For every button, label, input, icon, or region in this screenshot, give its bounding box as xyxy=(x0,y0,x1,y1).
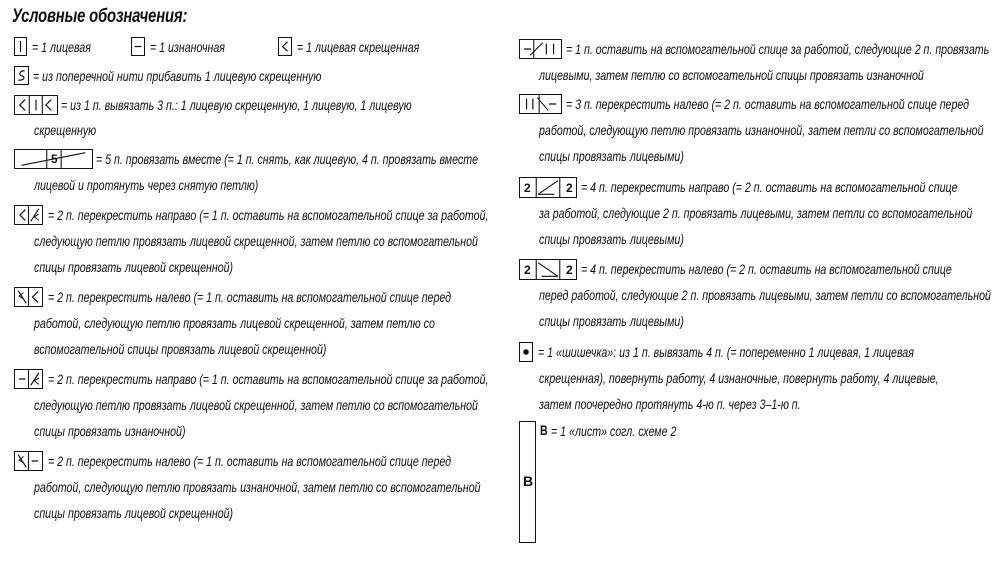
increase-symbol xyxy=(14,66,29,85)
cross-4-right-symbol xyxy=(519,177,577,198)
cross-4-left-symbol xyxy=(519,259,577,280)
cross-3-left-symbol xyxy=(519,94,562,114)
purl-text: = 1 изнаночная xyxy=(150,39,225,55)
cross-1-over-2-text-2: лицевыми, затем петлю со вспомогательной спицы провязать изнаночной xyxy=(539,67,924,83)
cross-1-over-2-symbol xyxy=(519,39,562,59)
cross-right-twisted-symbol xyxy=(14,205,43,225)
cross-4-right-digit-2: 2 xyxy=(566,181,573,195)
cross-4-right-text: = 4 п. перекрестить направо (= 2 п. оставить на вспомогательной спице xyxy=(581,179,958,195)
cross-right-purl-text: = 2 п. перекрестить направо (= 1 п. оставить на вспомогательной спице за работой, xyxy=(48,371,489,387)
cross-4-left-digit-2: 2 xyxy=(566,263,573,277)
twisted-knit-symbol xyxy=(278,37,292,56)
twisted-knit-text: = 1 лицевая скрещенная xyxy=(297,39,420,55)
three-from-one-text-cont: скрещенную xyxy=(34,122,97,138)
knit-symbol xyxy=(14,37,27,56)
cross-3-left-text-3: спицы провязать лицевыми) xyxy=(539,148,684,164)
cross-left-purl-symbol xyxy=(14,451,43,471)
bobble-text-3: затем поочередно протянуть 4-ю п. через 3–1-ю п. xyxy=(539,396,801,412)
cross-right-twisted-text-2: следующую петлю провязать лицевой скрещенной, затем петлю со вспомогательной xyxy=(34,233,478,249)
cross-left-purl-text: = 2 п. перекрестить налево (= 1 п. оставить на вспомогательной спице перед xyxy=(48,453,452,469)
bobble-text-2: скрещенная), повернуть работу, 4 изнаночные, повернуть работу, 4 лицевые, xyxy=(539,370,939,386)
cross-4-right-text-3: спицы провязать лицевыми) xyxy=(539,231,684,247)
purl-symbol xyxy=(131,37,145,56)
five-together-number: 5 xyxy=(51,152,58,166)
cross-4-left-text-3: спицы провязать лицевыми) xyxy=(539,313,684,329)
legend-title: Условные обозначения: xyxy=(12,6,188,27)
leaf-letter: B xyxy=(540,422,548,438)
cross-right-purl-text-3: спицы провязать изнаночной) xyxy=(34,423,186,439)
cross-right-purl-text-2: следующую петлю провязать лицевой скрещенной, затем петлю со вспомогательной xyxy=(34,397,478,413)
cross-4-right-text-2: за работой, следующие 2 п. провязать лицевыми, затем петли со вспомогательной xyxy=(539,205,973,221)
cross-left-twisted-text: = 2 п. перекрестить налево (= 1 п. оставить на вспомогательной спице перед xyxy=(48,289,452,305)
cross-left-purl-text-2: работой, следующую петлю провязать изнаночной, затем петлю со вспомогательной xyxy=(34,479,481,495)
cross-left-twisted-text-2: работой, следующую петлю провязать лицевой скрещенной, затем петлю со xyxy=(34,315,435,331)
five-together-symbol xyxy=(14,149,93,169)
three-from-one-symbol xyxy=(14,95,58,115)
knit-text: = 1 лицевая xyxy=(32,39,91,55)
three-from-one-text: = из 1 п. вывязать 3 п.: 1 лицевую скрещенную, 1 лицевую, 1 лицевую xyxy=(61,97,412,113)
cross-3-left-text-2: работой, следующую петлю провязать изнаночной, затем петли со вспомогательной xyxy=(539,122,984,138)
cross-right-purl-symbol xyxy=(14,369,43,389)
leaf-symbol-letter: B xyxy=(523,473,534,489)
cross-1-over-2-text: = 1 п. оставить на вспомогательной спице за работой, следующие 2 п. провязать xyxy=(566,41,990,57)
cross-4-left-text: = 4 п. перекрестить налево (= 2 п. оставить на вспомогательной спице xyxy=(581,261,952,277)
cross-4-right-digit-1: 2 xyxy=(524,181,531,195)
leaf-symbol xyxy=(519,421,536,543)
cross-3-left-text: = 3 п. перекрестить налево (= 2 п. оставить на вспомогательной спице перед xyxy=(566,96,970,112)
bobble-text: = 1 «шишечка»: из 1 п. вывязать 4 п. (= попеременно 1 лицевая, 1 лицевая xyxy=(538,344,914,360)
five-together-text: = 5 п. провязать вместе (= 1 п. снять, как лицевую, 4 п. провязать вместе xyxy=(96,151,479,167)
bobble-symbol xyxy=(519,342,533,362)
leaf-text: = 1 «лист» согл. схеме 2 xyxy=(551,423,677,439)
cross-left-twisted-text-3: вспомогательной спицы провязать лицевой скрещенной) xyxy=(34,341,327,357)
cross-left-twisted-symbol xyxy=(14,287,43,307)
increase-text: = из поперечной нити прибавить 1 лицевую скрещенную xyxy=(33,68,322,84)
cross-right-twisted-text: = 2 п. перекрестить направо (= 1 п. оставить на вспомогательной спице за работой, xyxy=(48,207,489,223)
cross-right-twisted-text-3: спицы провязать лицевой скрещенной) xyxy=(34,259,234,275)
cross-4-left-digit-1: 2 xyxy=(524,263,531,277)
cross-left-purl-text-3: спицы провязать лицевой скрещенной) xyxy=(34,505,234,521)
cross-4-left-text-2: перед работой, следующие 2 п. провязать лицевыми, затем петли со вспомогательной xyxy=(539,287,991,303)
five-together-text-cont: лицевой и протянуть через снятую петлю) xyxy=(34,177,259,193)
